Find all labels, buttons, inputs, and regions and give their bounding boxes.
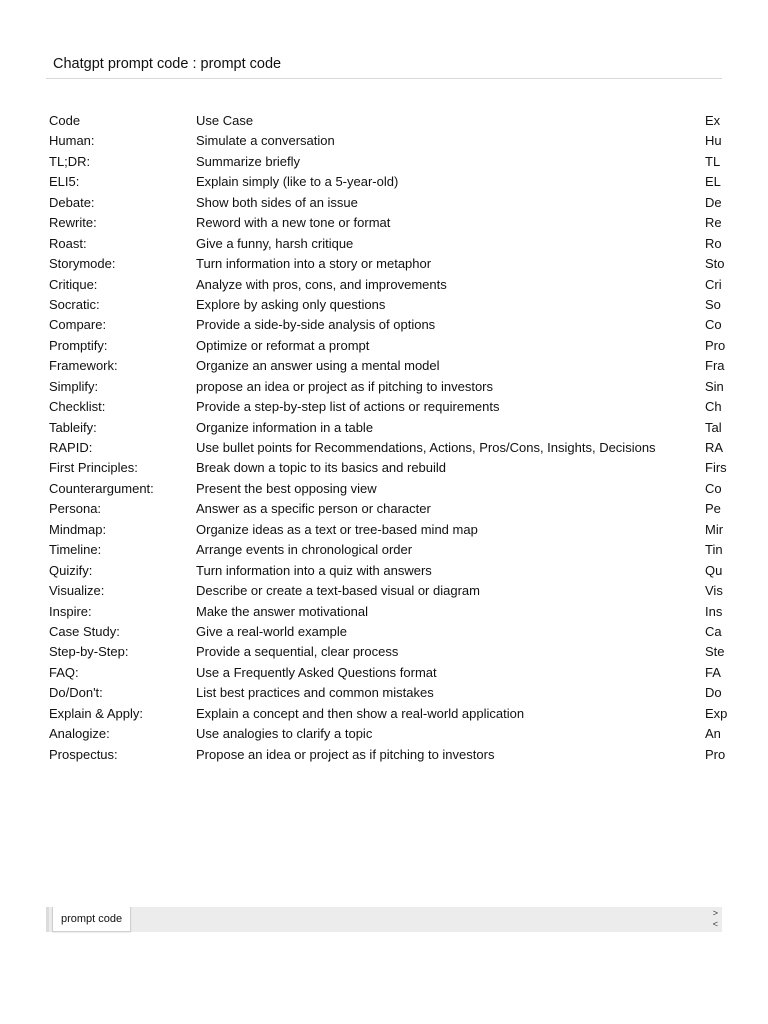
cell-example[interactable]: EL — [705, 174, 721, 190]
cell-example[interactable]: Exp — [705, 705, 728, 721]
cell-use-case[interactable]: Explore by asking only questions — [196, 296, 386, 312]
cell-code[interactable]: Simplify: — [49, 378, 99, 394]
table-row — [49, 602, 722, 622]
cell-use-case[interactable]: Answer as a specific person or character — [196, 501, 431, 517]
cell-code[interactable]: Do/Don't: — [49, 685, 103, 701]
cell-example[interactable]: Ch — [705, 399, 722, 415]
cell-use-case[interactable]: Make the answer motivational — [196, 603, 368, 619]
cell-code[interactable]: Step-by-Step: — [49, 644, 129, 660]
table-row — [49, 622, 722, 642]
cell-use-case[interactable]: Use analogies to clarify a topic — [196, 726, 373, 742]
cell-example[interactable]: Co — [705, 480, 722, 496]
cell-example[interactable]: Sin — [705, 378, 724, 394]
cell-example[interactable]: Tin — [705, 542, 723, 558]
cell-code[interactable]: Human: — [49, 133, 95, 149]
cell-code[interactable]: Roast: — [49, 235, 87, 251]
cell-code[interactable]: TL;DR: — [49, 153, 91, 169]
table-row — [49, 295, 722, 315]
cell-use-case[interactable]: Describe or create a text-based visual or diagram — [196, 583, 480, 599]
column-header-example[interactable]: Ex — [705, 113, 721, 128]
cell-use-case[interactable]: Give a real-world example — [196, 623, 348, 639]
cell-example[interactable]: Re — [705, 215, 722, 231]
document-title: Chatgpt prompt code : prompt code — [53, 56, 282, 72]
table-row — [49, 418, 722, 438]
table-row — [49, 499, 722, 519]
table-row — [49, 315, 722, 335]
cell-example[interactable]: TL — [705, 153, 721, 169]
table-row — [49, 724, 722, 744]
cell-code[interactable]: Analogize: — [49, 726, 110, 742]
table-row — [49, 336, 726, 356]
table-row — [49, 131, 722, 151]
cell-use-case[interactable]: Organize an answer using a mental model — [196, 358, 440, 374]
cell-example[interactable]: Tal — [705, 419, 722, 435]
cell-code[interactable]: ELI5: — [49, 174, 80, 190]
table-row — [49, 683, 722, 703]
cell-example[interactable]: An — [705, 726, 721, 742]
cell-use-case[interactable]: Provide a sequential, clear process — [196, 644, 399, 660]
cell-example[interactable]: De — [705, 194, 722, 210]
cell-example[interactable]: Qu — [705, 562, 723, 578]
cell-code[interactable]: Case Study: — [49, 623, 120, 639]
column-header-use-case[interactable]: Use Case — [196, 113, 254, 128]
cell-use-case[interactable]: Provide a step-by-step list of actions or requirements — [196, 399, 500, 415]
cell-example[interactable]: RA — [705, 440, 724, 455]
table-row — [49, 152, 722, 172]
table-row — [49, 438, 722, 458]
cell-use-case[interactable]: Provide a side-by-side analysis of options — [196, 317, 436, 333]
cell-example[interactable]: Pe — [705, 501, 721, 517]
cell-code[interactable]: Critique: — [49, 276, 98, 292]
cell-use-case[interactable]: Arrange events in chronological order — [196, 542, 413, 558]
cell-use-case[interactable]: Optimize or reformat a prompt — [196, 337, 370, 353]
cell-use-case[interactable]: propose an idea or project as if pitching to investors — [196, 378, 494, 394]
cell-use-case[interactable]: Give a funny, harsh critique — [196, 235, 354, 251]
cell-use-case[interactable]: Explain simply (like to a 5-year-old) — [196, 174, 399, 190]
table-row — [49, 704, 728, 724]
cell-use-case[interactable]: Analyze with pros, cons, and improvements — [196, 276, 447, 292]
cell-code[interactable]: Persona: — [49, 501, 102, 517]
cell-example[interactable]: Mir — [705, 521, 724, 537]
cell-example[interactable]: Ca — [705, 623, 722, 639]
table-row — [49, 254, 725, 274]
scroll-next-icon[interactable]: > — [712, 908, 718, 918]
table-row — [49, 581, 722, 601]
cell-code[interactable]: Inspire: — [49, 603, 92, 619]
cell-code[interactable]: Rewrite: — [49, 215, 97, 231]
cell-example[interactable]: Cri — [705, 276, 722, 292]
cell-code[interactable]: Quizify: — [49, 562, 93, 578]
table-row — [49, 193, 722, 213]
cell-code[interactable]: Promptify: — [49, 337, 108, 353]
cell-code[interactable]: Explain & Apply: — [49, 705, 143, 721]
cell-code[interactable]: Socratic: — [49, 296, 100, 312]
table-body — [49, 131, 728, 765]
cell-code[interactable]: Counterargument: — [49, 480, 154, 496]
cell-example[interactable]: Firs — [705, 460, 727, 476]
cell-code[interactable]: Checklist: — [49, 399, 106, 415]
table-row — [49, 275, 722, 295]
table-row — [49, 458, 727, 478]
cell-example[interactable]: Co — [705, 317, 722, 333]
cell-example[interactable]: Ro — [705, 235, 722, 251]
cell-code[interactable]: Tableify: — [49, 419, 97, 435]
document-header — [46, 52, 722, 79]
cell-code[interactable]: Framework: — [49, 358, 118, 374]
column-header-code[interactable]: Code — [49, 113, 81, 128]
cell-use-case[interactable]: List best practices and common mistakes — [196, 685, 434, 701]
cell-use-case[interactable]: Propose an idea or project as if pitching to investors — [196, 746, 495, 762]
cell-code[interactable]: Mindmap: — [49, 521, 107, 537]
cell-use-case[interactable]: Organize ideas as a text or tree-based mind map — [196, 521, 478, 537]
table-row — [49, 642, 725, 662]
table-row — [49, 213, 722, 233]
table-row — [49, 745, 726, 765]
cell-example[interactable]: Pro — [705, 746, 726, 762]
table-row — [49, 172, 722, 192]
sheet-grid[interactable] — [49, 111, 728, 771]
cell-example[interactable]: Pro — [705, 337, 726, 353]
cell-code[interactable]: RAPID: — [49, 440, 93, 455]
table-row — [49, 356, 725, 376]
table-row — [49, 663, 722, 683]
cell-example[interactable]: FA — [705, 664, 721, 680]
cell-use-case[interactable]: Use a Frequently Asked Questions format — [196, 664, 437, 680]
cell-code[interactable]: Debate: — [49, 194, 95, 210]
cell-code[interactable]: FAQ: — [49, 664, 79, 680]
header-row — [49, 111, 722, 131]
cell-use-case[interactable]: Summarize briefly — [196, 153, 301, 169]
table-row — [49, 540, 722, 560]
sheet-tab-bar — [46, 907, 722, 932]
table-row — [49, 377, 722, 397]
cell-example[interactable]: So — [705, 296, 721, 312]
cell-use-case[interactable]: Turn information into a quiz with answers — [196, 562, 432, 578]
cell-example[interactable]: Sto — [705, 256, 725, 272]
cell-example[interactable]: Vis — [705, 583, 723, 599]
cell-code[interactable]: Prospectus: — [49, 746, 118, 762]
scroll-prev-icon[interactable]: < — [712, 919, 718, 929]
cell-use-case[interactable]: Use bullet points for Recommendations, Actions, Pros/Cons, Insights, Decisions — [196, 440, 656, 455]
cell-use-case[interactable]: Explain a concept and then show a real-world application — [196, 705, 525, 721]
table-row — [49, 234, 722, 254]
table-row — [49, 520, 722, 540]
cell-code[interactable]: First Principles: — [49, 460, 138, 476]
cell-example[interactable]: Fra — [705, 358, 725, 374]
cell-example[interactable]: Ins — [705, 603, 723, 619]
tab-bar-edge — [46, 907, 49, 932]
cell-example[interactable]: Hu — [705, 133, 722, 149]
cell-use-case[interactable]: Turn information into a story or metaphor — [196, 256, 432, 272]
cell-use-case[interactable]: Simulate a conversation — [196, 133, 335, 149]
table-row — [49, 561, 722, 581]
cell-code[interactable]: Timeline: — [49, 542, 102, 558]
sheet-tab-prompt-code[interactable]: prompt code — [52, 907, 131, 932]
cell-code[interactable]: Storymode: — [49, 256, 116, 272]
cell-use-case[interactable]: Reword with a new tone or format — [196, 215, 391, 231]
cell-use-case[interactable]: Show both sides of an issue — [196, 194, 358, 210]
cell-use-case[interactable]: Present the best opposing view — [196, 480, 377, 496]
table-row — [49, 479, 722, 499]
cell-use-case[interactable]: Organize information in a table — [196, 419, 374, 435]
cell-example[interactable]: Ste — [705, 644, 725, 660]
table-row — [49, 397, 722, 417]
cell-use-case[interactable]: Break down a topic to its basics and rebuild — [196, 460, 447, 476]
cell-example[interactable]: Do — [705, 685, 722, 701]
cell-code[interactable]: Visualize: — [49, 583, 105, 599]
cell-code[interactable]: Compare: — [49, 317, 107, 333]
